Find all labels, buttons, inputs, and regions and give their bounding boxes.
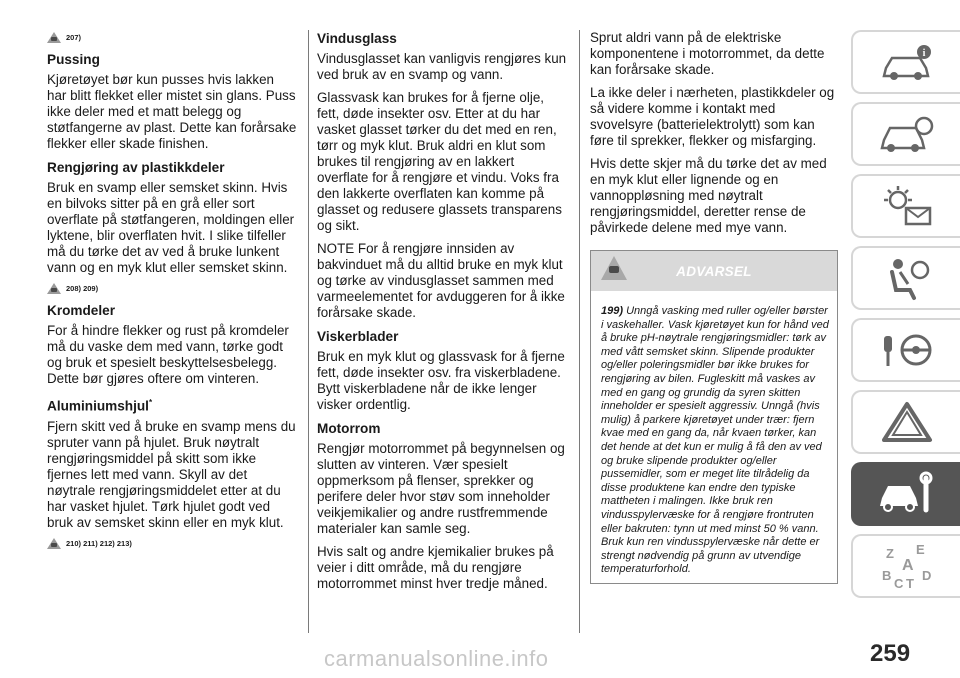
tab-car-info[interactable] xyxy=(851,30,960,94)
reference-note: 210) 211) 212) 213) xyxy=(47,538,297,549)
paragraph: Bruk en myk klut og glassvask for å fjerne fett, døde insekter osv. fra viskerbladene. Bytt viskerbladene når de ikke lenger visker ordentlig. xyxy=(317,349,565,412)
index-letter: A xyxy=(901,557,914,574)
chapter-tabs xyxy=(851,30,960,606)
note-paragraph: NOTE For å rengjøre innsiden av bakvinduet må du alltid bruke en myk klut og tørke av vindusglasset sammen med varmeelementet for avduggeren for å ikke forårsake skade. xyxy=(317,241,565,320)
reference-note: 207) xyxy=(47,32,297,43)
paragraph: Bruk en svamp eller semsket skinn. Hvis en bilvoks sitter på en grå eller sort overflate på støtfangeren, moldingen eller lyktene, blir overflaten hvit. I slike tilfeller må du tørke det av ved å bruke lunkent vann og en myk klut eller semsket skinn. xyxy=(47,180,295,275)
car-info-icon xyxy=(876,38,938,86)
warning-header xyxy=(591,251,837,291)
key-steering-icon xyxy=(876,326,938,374)
watermark: carmanualsonline.info xyxy=(324,646,549,671)
tab-emergency[interactable] xyxy=(851,390,960,454)
paragraph: Hvis salt og andre kjemikalier brukes på veier i ditt område, må du rengjøre motorrommet minst hver tredje måned. xyxy=(317,544,554,591)
tab-service-maintenance[interactable] xyxy=(851,462,960,526)
warning-number: 199) xyxy=(601,305,624,317)
warning-title: ADVARSEL xyxy=(676,263,752,279)
tab-index[interactable] xyxy=(851,534,960,598)
index-letter: T xyxy=(905,576,914,590)
heading-motorrom: Motorrom xyxy=(317,421,381,436)
svg-text:i: i xyxy=(922,48,925,59)
index-letter: C xyxy=(893,576,903,590)
warning-small-icon xyxy=(47,32,61,43)
dashboard-car-icon xyxy=(876,110,938,158)
tab-lights[interactable] xyxy=(851,174,960,238)
tab-dashboard[interactable] xyxy=(851,102,960,166)
paragraph: For å hindre flekker og rust på kromdeler må du vaske dem med vann, tørke godt og bruk et spesielt beskyttelsesbelegg. Dette bør gjøres oftere om vinteren. xyxy=(47,323,289,386)
column-divider xyxy=(579,30,580,633)
warning-text: Unngå vasking med ruller og/eller børster i vaskehaller. Vask kjøretøyet kun for hånd ved å bruke pH-nøytrale rengjøringsmidler: tørk av med vått semsket skinn. Slipende produkter og/eller poleringsmidler bør ikke brukes for rengjøring av bilen. Fugleskitt må vaskes av med en gang og grundig da syren skitten inneholder er spesielt aggressiv. Unngå (hvis mulig) å parkere kjøretøyet under trær: fjern kvae med en gang da, når kvaen tørker, kan det hende at det kun er mulig å få den av ved og bruke slipende produkter og/eller pussemidler, som er meget lite tilrådelig da disse produktene kan endre den typiske mattheten i malingen. Ikke bruk ren vindusspylervæske for å rengjøre frontruten eller bakruten: tynn ut med minst 50 % vann. Bruk kun ren vindusspylervæske når dette er strengt nødvendig på grunn av utvendige temperaturforhold. xyxy=(601,305,829,576)
warning-small-icon xyxy=(47,538,61,549)
column-right xyxy=(590,30,838,584)
heading-pussing: Pussing xyxy=(47,52,100,67)
warning-triangle-icon xyxy=(876,398,938,446)
paragraph: Sprut aldri vann på de elektriske komponentene i motorrommet, da dette kan forårsake skade. xyxy=(590,30,825,77)
paragraph: Rengjør motorrommet på begynnelsen og slutten av vinteren. Vær spesielt oppmerksom på flenser, sprekker og perifere deler hvor støv som inneholder veikjemikalier og andre rustfremmende materialer kan samle seg. xyxy=(317,441,565,536)
heading-vindusglass: Vindusglass xyxy=(317,31,397,46)
paragraph: La ikke deler i nærheten, plastikkdeler og så videre komme i kontakt med svovelsyre (batterielektrolytt) som kan føre til sprekker, flekker og misfarging. xyxy=(590,85,835,148)
heading-kromdeler: Kromdeler xyxy=(47,303,115,318)
index-letter: D xyxy=(921,568,931,583)
heading-aluminiumshjul: Aluminiumshjul* xyxy=(47,398,153,414)
column-divider xyxy=(308,30,309,633)
car-service-icon xyxy=(876,470,938,518)
reference-note: 208) 209) xyxy=(47,283,297,294)
column-left xyxy=(47,30,297,557)
footnote-marker: * xyxy=(148,398,153,407)
index-letters-icon xyxy=(876,542,938,590)
paragraph: Vindusglasset kan vanligvis rengjøres kun ved bruk av en svamp og vann. xyxy=(317,51,567,82)
index-letter: E xyxy=(915,542,925,557)
warning-body xyxy=(591,291,837,583)
tab-starting[interactable] xyxy=(851,318,960,382)
column-middle xyxy=(317,30,567,599)
paragraph: Glassvask kan brukes for å fjerne olje, fett, døde insekter osv. Etter at du har vasket glasset tørker du det med en ren, tørr og myk klut. Bruk aldri en klut som brukes til rengjøring av en lakkert overflate for å rengjøre et vindu. Voks fra den lakkerte overflaten kan komme på glasset og redusere glassets transparens og sikt. xyxy=(317,90,562,233)
seat-airbag-icon xyxy=(876,254,938,302)
index-letter: Z xyxy=(885,546,894,561)
heading-viskerblader: Viskerblader xyxy=(317,329,399,344)
lights-message-icon xyxy=(876,182,938,230)
page-number: 259 xyxy=(870,640,911,667)
index-letter: B xyxy=(881,568,891,583)
tab-safety[interactable] xyxy=(851,246,960,310)
paragraph: Fjern skitt ved å bruke en svamp mens du spruter vann på hjulet. Bruk nøytralt rengjøringsmiddel på skitt som ikke fjernes lett med vann. Skyll av det nøytrale rengjøringsmiddelet etter at du har vasket hjulet. Tørk hjulet godt ved bruk av semsket skinn eller en myk klut. xyxy=(47,418,296,530)
warning-triangle-icon xyxy=(601,256,627,280)
warning-small-icon xyxy=(47,283,61,294)
paragraph: Kjøretøyet bør kun pusses hvis lakken har blitt flekket eller mistet sin glans. Puss ikke deler med et matt belegg og støtfangerne av plast. Dette kan forårsake flekker eller skade finishen. xyxy=(47,72,297,151)
paragraph: Hvis dette skjer må du tørke det av med en myk klut eller lignende og en vannoppløsning med nøytralt rengjøringsmiddel, deretter rense de påvirkede delene med mye vann. xyxy=(590,156,827,235)
warning-box xyxy=(590,250,838,584)
heading-plastikkdeler: Rengjøring av plastikkdeler xyxy=(47,160,225,175)
